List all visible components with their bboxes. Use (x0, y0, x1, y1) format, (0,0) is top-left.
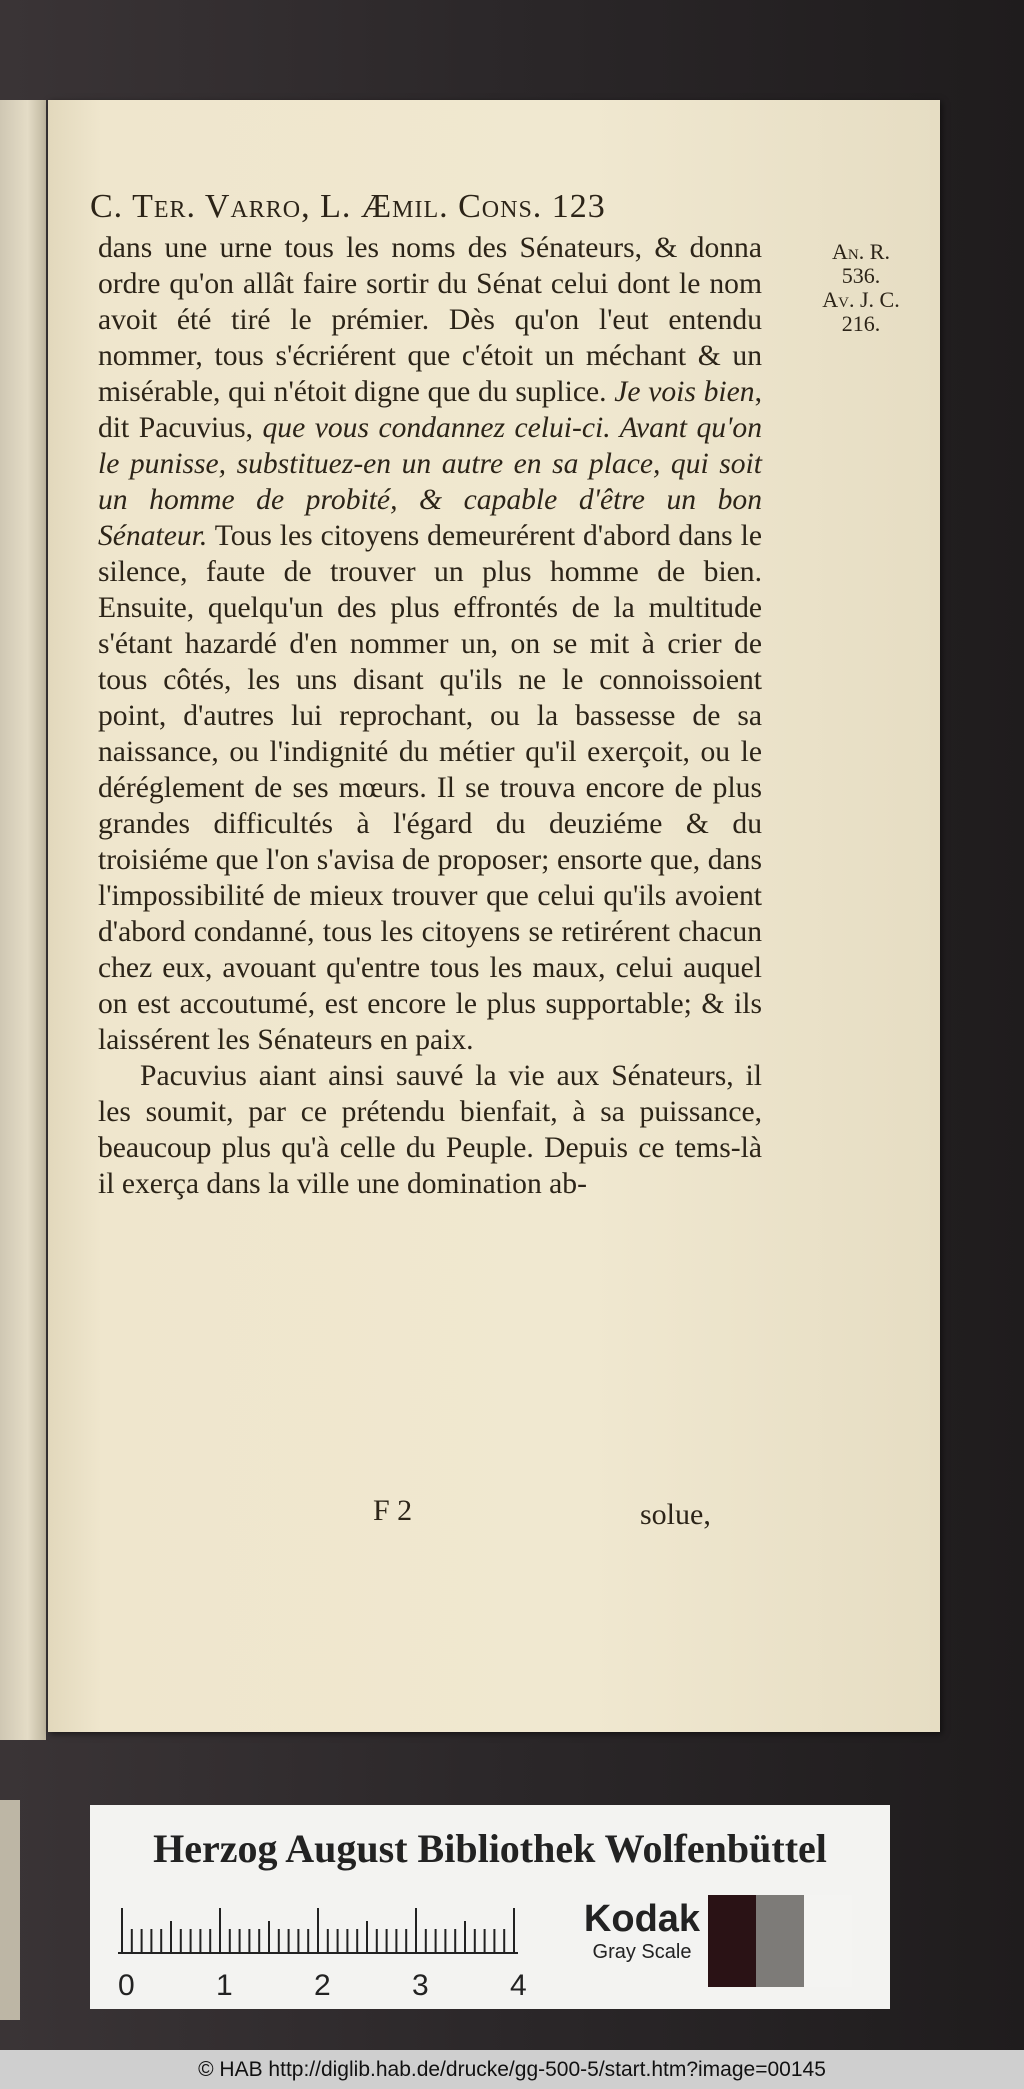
margin-note-line: 536. (841, 263, 881, 288)
kodak-label (562, 1897, 722, 1964)
kodak-brand: Kodak (583, 1898, 701, 1940)
ruler-number: 3 (412, 1969, 429, 2002)
catchword: solue, (640, 1498, 711, 1531)
running-header: C. Ter. Varro, L. Æmil. Cons. 123 (90, 188, 606, 225)
italic-run: que vous condannez celui-ci. Avant qu'on le punisse, substituez-en un autre en sa place, qui soit un homme de probité, & capable d'être un bon Sénateur. (98, 412, 762, 552)
library-title: Herzog August Bibliothek Wolfenbüttel (153, 1826, 827, 1871)
facing-page-edge (0, 100, 46, 1740)
paragraph: Pacuvius aiant ainsi sauvé la vie aux Sénateurs, il les soumit, par ce prétendu bienfait, à sa puissance, beaucoup plus qu'à celle du Peuple. Depuis ce tems-là il exerça dans la ville une domination ab- (98, 1060, 762, 1200)
color-target-card (90, 1805, 890, 2009)
text-run: , dit Pacuvius, (98, 376, 762, 444)
swatch-gray (756, 1895, 804, 1987)
margin-note-line: An. R. (832, 239, 890, 264)
text-run: Tous les citoyens demeurérent d'abord dans le silence, faute de trouver un plus homme de bien. Ensuite, quelqu'un des plus effrontés de la multitude s'étant hazardé d'en nommer un, on se mit à crier de tous côtés, les uns disant qu'ils ne le connoissoient point, d'autres lui reprochant, ou la bassesse de sa naissance, ou l'indignité du métier qu'il exerçoit, ou le déréglement de ses mœurs. Il se trouva encore de plus grandes difficultés à l'égard du deuziéme & du troisiéme que l'on s'avisa de proposer; ensorte que, dans l'impossibilité de mieux trouver que celui qu'ils avoient d'abord condanné, tous les citoyens se retirérent chacun chez eux, avouant qu'entre tous les maux, celui auquel on est accoutumé, est encore le plus supportable; & ils laissérent les Sénateurs en paix. (98, 520, 762, 1056)
italic-run: Je vois bien (614, 376, 755, 408)
margin-date-note (816, 240, 906, 336)
ruler-number: 2 (314, 1969, 331, 2002)
body-text (98, 230, 762, 1202)
text-run: dans une urne tous les noms des Sénateurs, & donna ordre qu'on allât faire sortir du Sénat celui dont le nom avoit été tiré le prémier. Dès qu'on l'eut entendu nommer, tous s'écriérent que c'étoit un méchant & un misérable, qui n'étoit digne que du suplice. (98, 232, 762, 408)
signature-mark: F 2 (373, 1494, 413, 1527)
ruler-number: 0 (118, 1969, 135, 2002)
margin-note-line: Av. J. C. (822, 287, 900, 312)
margin-note-line: 216. (841, 311, 881, 336)
swatch-dark (708, 1895, 756, 1987)
ruler-number: 1 (216, 1969, 233, 2002)
facing-page-edge-lower (0, 1800, 20, 2020)
footer-credit: © HAB http://diglib.hab.de/drucke/gg-500-5/start.htm?image=00145 (0, 2050, 1024, 2089)
ruler-number: 4 (510, 1969, 527, 2002)
ruler (118, 1903, 527, 2003)
book-page (48, 100, 940, 1732)
kodak-gray-scale: Gray Scale (592, 1941, 692, 1963)
swatch-white (804, 1895, 852, 1987)
paragraph (98, 230, 762, 1058)
